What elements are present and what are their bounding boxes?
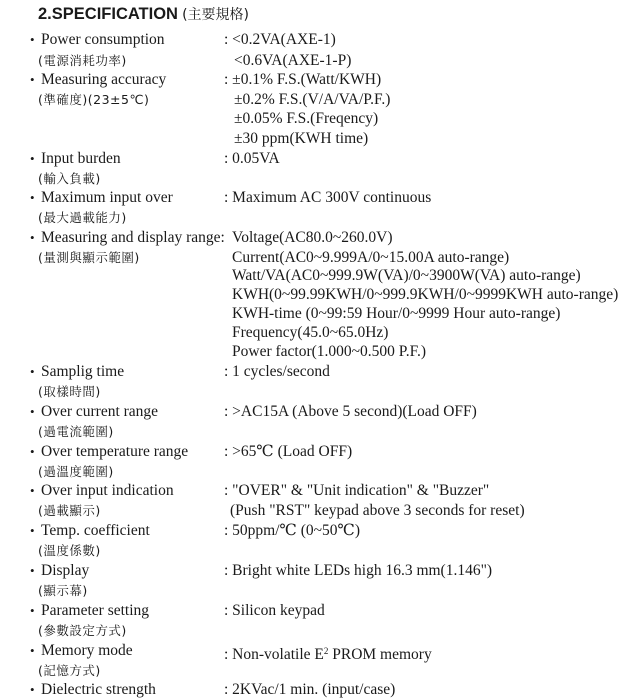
spec-dielectric-strength: • Dielectric strength — [30, 681, 156, 698]
spec-subtitle: (記憶方式) — [38, 663, 101, 678]
bullet-icon: • — [30, 483, 35, 498]
spec-value: ±0.05% F.S.(Freqency) — [234, 110, 379, 127]
spec-value: : Silicon keypad — [224, 602, 325, 619]
spec-value: : 2KVac/1 min. (input/case) — [224, 681, 396, 698]
spec-value: : ±0.1% F.S.(Watt/KWH) — [224, 71, 382, 88]
spec-over-current-range: • Over current range — [30, 403, 159, 420]
spec-value: KWH-time (0~99:59 Hour/0~9999 Hour auto-range) — [232, 305, 561, 322]
bullet-icon: • — [30, 444, 35, 459]
spec-input-burden: • Input burden — [30, 150, 121, 167]
spec-value: ±30 ppm(KWH time) — [234, 130, 369, 147]
spec-value: KWH(0~99.99KWH/0~999.9KWH/0~9999KWH auto-range) — [232, 286, 619, 303]
spec-value: : >AC15A (Above 5 second)(Load OFF) — [224, 403, 477, 420]
spec-value: : >65℃ (Load OFF) — [224, 443, 353, 460]
spec-value: : 50ppm/℃ (0~50℃) — [224, 522, 361, 539]
bullet-icon: • — [30, 682, 35, 697]
title-chinese: (主要規格) — [182, 7, 250, 23]
spec-subtitle: (顯示幕) — [38, 583, 88, 598]
spec-max-input-over: • Maximum input over — [30, 189, 173, 206]
spec-measuring-accuracy: • Measuring accuracy — [30, 71, 167, 88]
spec-value: : 1 cycles/second — [224, 363, 330, 380]
spec-subtitle: (最大過載能力) — [38, 210, 127, 225]
spec-subtitle: (過載顯示) — [38, 503, 101, 518]
spec-over-input-indication: • Over input indication — [30, 482, 174, 499]
bullet-icon: • — [30, 72, 35, 87]
spec-subtitle: (取樣時間) — [38, 384, 101, 399]
spec-value: Frequency(45.0~65.0Hz) — [232, 324, 389, 341]
spec-subtitle: (輸入負載) — [38, 171, 101, 186]
spec-subtitle: (量測與顯示範圍) — [38, 250, 140, 265]
page-title — [38, 4, 249, 24]
spec-power-consumption: • Power consumption — [30, 31, 165, 48]
spec-value: : 0.05VA — [224, 150, 280, 167]
spec-subtitle: (過溫度範圍) — [38, 464, 114, 479]
title-english: 2.SPECIFICATION — [38, 5, 178, 23]
spec-value: : <0.2VA(AXE-1) — [224, 31, 336, 48]
spec-subtitle: (溫度係數) — [38, 543, 101, 558]
spec-measuring-display-range: • Measuring and display range: — [30, 229, 225, 246]
bullet-icon: • — [30, 603, 35, 618]
spec-subtitle: (過電流範圍) — [38, 424, 114, 439]
spec-value: Power factor(1.000~0.500 P.F.) — [232, 343, 426, 360]
spec-over-temperature-range: • Over temperature range — [30, 443, 189, 460]
spec-temp-coefficient: • Temp. coefficient — [30, 522, 150, 539]
spec-value: Voltage(AC80.0~260.0V) — [232, 229, 393, 246]
bullet-icon: • — [30, 32, 35, 47]
bullet-icon: • — [30, 643, 35, 658]
spec-value: Watt/VA(AC0~999.9W(VA)/0~3900W(VA) auto-range) — [232, 267, 581, 284]
spec-sampling-time: • Samplig time — [30, 363, 125, 380]
spec-value: Current(AC0~9.999A/0~15.00A auto-range) — [232, 249, 510, 266]
spec-value: <0.6VA(AXE-1-P) — [234, 52, 352, 69]
spec-value: : "OVER" & "Unit indication" & "Buzzer" — [224, 482, 490, 499]
spec-display: • Display — [30, 562, 90, 579]
spec-subtitle: (參數設定方式) — [38, 623, 127, 638]
bullet-icon: • — [30, 230, 35, 245]
spec-subtitle: (準確度)(23±5℃) — [38, 92, 150, 107]
bullet-icon: • — [30, 151, 35, 166]
spec-value: : Bright white LEDs high 16.3 mm(1.146") — [224, 562, 493, 579]
spec-value: : Non-volatile $E^2$ PROM memory — [224, 646, 432, 663]
spec-subtitle: (電源消耗功率) — [38, 53, 127, 68]
bullet-icon: • — [30, 364, 35, 379]
spec-value: (Push "RST" keypad above 3 seconds for reset) — [230, 502, 525, 519]
bullet-icon: • — [30, 523, 35, 538]
spec-value: ±0.2% F.S.(V/A/VA/P.F.) — [234, 91, 391, 108]
spec-value: : Maximum AC 300V continuous — [224, 189, 432, 206]
bullet-icon: • — [30, 563, 35, 578]
bullet-icon: • — [30, 190, 35, 205]
bullet-icon: • — [30, 404, 35, 419]
spec-parameter-setting: • Parameter setting — [30, 602, 150, 619]
spec-memory-mode: • Memory mode — [30, 642, 133, 659]
